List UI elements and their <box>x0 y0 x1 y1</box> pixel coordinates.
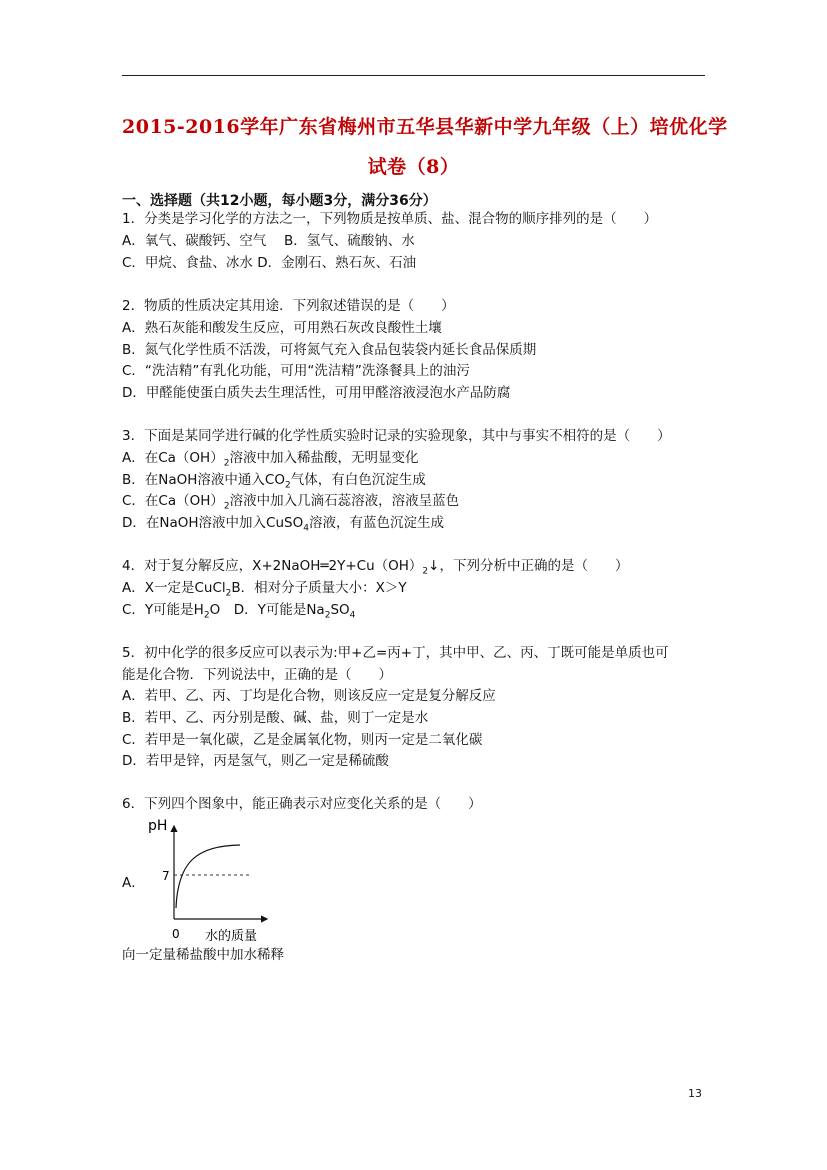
q4-options-ab: A．X一定是CuCl$_2$B．相对分子质量大小：X＞Y <box>122 580 407 599</box>
origin-label: 0 <box>172 927 180 941</box>
q2-option-c: C．“洗洁精”有乳化功能，可用“洗洁精”洗涤餐具上的油污 <box>122 363 470 379</box>
title-line-2: 试卷（8） <box>367 156 460 178</box>
ph-curve <box>176 845 240 908</box>
q3-stem: 3．下面是某同学进行碱的化学性质实验时记录的实验现象，其中与事实不相符的是（ ） <box>122 428 671 444</box>
q5-option-b: B．若甲、乙、丙分别是酸、碱、盐，则丁一定是水 <box>122 710 429 726</box>
q5-option-c: C．若甲是一氧化碳，乙是金属氧化物，则丙一定是二氧化碳 <box>122 732 483 748</box>
q3-option-d: D．在NaOH溶液中加入CuSO$_4$溶液，有蓝色沉淀生成 <box>122 515 444 534</box>
q1-options-cd: C．甲烷、食盐、冰水 D．金刚石、熟石灰、石油 <box>122 255 417 271</box>
q3-option-a: A．在$Ca(OH)_2$溶液中加入稀盐酸，无明显变化 <box>122 450 419 469</box>
q5-option-d: D．若甲是锌，丙是氢气，则乙一定是稀硫酸 <box>122 753 389 769</box>
q5-stem-line-1: 5．初中化学的很多反应可以表示为:甲+乙=丙+丁，其中甲、乙、丙、丁既可能是单质也可 <box>122 645 669 661</box>
q5-stem-line-2: 能是化合物．下列说法中，正确的是（ ） <box>122 667 392 683</box>
q2-option-a: A．熟石灰能和酸发生反应，可用熟石灰改良酸性土壤 <box>122 320 442 336</box>
q6-stem: 6．下列四个图象中，能正确表示对应变化关系的是（ ） <box>122 796 482 812</box>
q3-option-c: C．在$Ca(OH)_2$溶液中加入几滴石蕊溶液，溶液呈蓝色 <box>122 493 460 512</box>
q4-options-cd: C．Y可能是$H_2O$ D．Y可能是$Na_2SO_4$ <box>122 602 356 621</box>
q5-option-a: A．若甲、乙、丙、丁均是化合物，则该反应一定是复分解反应 <box>122 688 496 704</box>
q2-option-b: B．氮气化学性质不活泼，可将氮气充入食品包装袋内延长食品保质期 <box>122 342 537 358</box>
q6-option-a-label: A． <box>122 875 145 891</box>
q1-stem: 1．分类是学习化学的方法之一，下列物质是按单质、盐、混合物的顺序排列的是（ ） <box>122 211 658 227</box>
q2-option-d: D．甲醛能使蛋白质失去生理活性，可用甲醛溶液浸泡水产品防腐 <box>122 385 511 401</box>
q6-option-a-caption: 向一定量稀盐酸中加水稀释 <box>122 947 284 963</box>
title-line-1: 2015-2016学年广东省梅州市五华县华新中学九年级（上）培优化学 <box>122 116 728 138</box>
q4-stem: 4．对于复分解反应，$X+2NaOH═2Y+Cu(OH)_2↓$，下列分析中正确的是（ ） <box>122 558 629 577</box>
q1-options-ab: A．氧气、碳酸钙、空气 B．氢气、硫酸钠、水 <box>122 233 415 249</box>
ph-dilution-chart <box>122 816 282 966</box>
y-axis-label: pH <box>148 818 168 834</box>
header-rule <box>122 75 705 76</box>
q2-stem: 2．物质的性质决定其用途．下列叙述错误的是（ ） <box>122 298 455 314</box>
ph7-tick-label: 7 <box>162 869 170 883</box>
q3-option-b: B．在NaOH溶液中通入$CO_2$气体，有白色沉淀生成 <box>122 472 426 491</box>
x-axis-label: 水的质量 <box>205 929 258 944</box>
page-number: 13 <box>688 1087 702 1100</box>
section-heading: 一、选择题（共12小题，每小题3分，满分36分） <box>122 193 437 209</box>
